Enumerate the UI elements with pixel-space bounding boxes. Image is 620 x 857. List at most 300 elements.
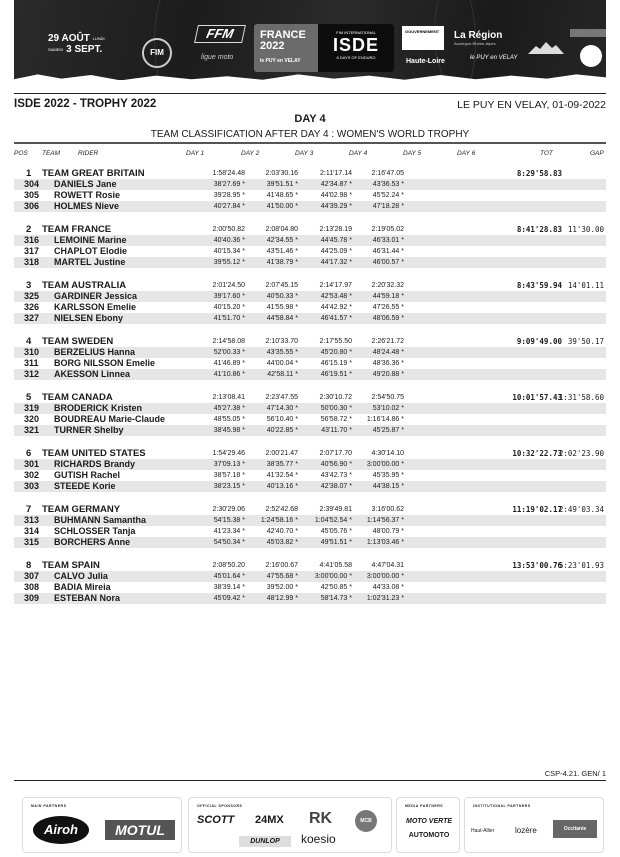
rider-row <box>14 291 606 302</box>
official-sponsors-label: OFFICIAL SPONSORS <box>197 804 243 808</box>
rider-day2-time: 44'58.84 * <box>266 315 298 322</box>
rider-bib: 308 <box>24 582 40 592</box>
team-row <box>14 336 606 347</box>
rider-row <box>14 257 606 268</box>
ligue-moto-logo: ligue moto <box>201 54 234 61</box>
rider-row <box>14 403 606 414</box>
rider-day2-time: 56'10.40 * <box>266 416 298 423</box>
rider-row <box>14 526 606 537</box>
rider-day2-time: 43'35.55 * <box>266 349 298 356</box>
team-gap: 5:23'01.93 <box>558 561 604 570</box>
moto-verte-logo: MOTO VERTE <box>405 818 453 825</box>
team-name: TEAM FRANCE <box>42 224 112 235</box>
team-day2-time: 2:08'04.80 <box>265 226 298 233</box>
team-total-time: 13:53'00.76 <box>512 561 562 570</box>
team-group <box>14 448 606 492</box>
rider-day1-time: 37'09.13 * <box>213 461 245 468</box>
rider-day4-time: 1:02'31.23 * <box>366 595 404 602</box>
rider-bib: 315 <box>24 537 40 547</box>
team-total-time: 8:29'58.83 <box>516 169 562 178</box>
date-end: 3 SEPT. <box>66 44 103 56</box>
rider-day2-time: 40'50.33 * <box>266 293 298 300</box>
rider-day3-time: 44'45.78 * <box>320 237 352 244</box>
rider-day1-time: 40'27.84 * <box>213 203 245 210</box>
isde-france-block <box>254 24 318 72</box>
team-day2-time: 2:07'45.15 <box>265 282 298 289</box>
date-end-weekday: SAMEDI <box>48 47 64 53</box>
isde-france-text: FRANCE 2022 <box>260 29 306 52</box>
rider-row <box>14 347 606 358</box>
team-day3-time: 2:13'28.19 <box>319 226 352 233</box>
rider-day3-time: 1:04'52.54 * <box>314 517 352 524</box>
team-name: TEAM CANADA <box>42 392 113 403</box>
rider-day2-time: 40'22.85 * <box>266 427 298 434</box>
team-total-time: 10:32'22.73 <box>512 449 562 458</box>
rider-name: BORCHERS Anne <box>54 537 131 547</box>
rider-bib: 309 <box>24 593 40 603</box>
rider-row <box>14 246 606 257</box>
team-row <box>14 560 606 571</box>
mcb-logo: MCB <box>355 810 377 832</box>
rider-bib: 321 <box>24 425 40 435</box>
team-gap: 11'30.00 <box>567 225 604 234</box>
rider-name: BUHMANN Samantha <box>54 515 147 525</box>
rider-name: KARLSSON Emelie <box>54 302 137 312</box>
team-group <box>14 336 606 380</box>
rider-day4-time: 49'20.88 * <box>372 371 404 378</box>
team-day4-time: 4:30'14.10 <box>371 450 404 457</box>
team-day2-time: 2:16'00.67 <box>265 562 298 569</box>
rk-logo: RK <box>309 810 333 827</box>
team-day1-time: 1:58'24.48 <box>212 170 245 177</box>
col-gap: GAP <box>590 150 604 157</box>
rider-day1-time: 41'23.34 * <box>213 528 245 535</box>
gouvernement-logo: GOUVERNEMENT <box>402 26 444 50</box>
rider-day1-time: 45'09.42 * <box>213 595 245 602</box>
team-group <box>14 504 606 548</box>
rider-row <box>14 515 606 526</box>
team-day3-time: 2:07'17.70 <box>319 450 352 457</box>
team-day2-time: 2:03'30.16 <box>265 170 298 177</box>
rider-row <box>14 571 606 582</box>
team-position: 5 <box>26 392 32 403</box>
rider-day2-time: 43'51.46 * <box>266 248 298 255</box>
rider-day2-time: 44'00.04 * <box>266 360 298 367</box>
rider-day1-time: 39'28.95 * <box>213 192 245 199</box>
rider-day1-time: 39'55.12 * <box>213 259 245 266</box>
rider-day4-time: 48'06.59 * <box>372 315 404 322</box>
24mx-logo: 24MX <box>255 814 284 826</box>
rider-day4-time: 48'00.79 * <box>372 528 404 535</box>
rider-name: TURNER Shelby <box>54 425 124 435</box>
rider-row <box>14 358 606 369</box>
team-row <box>14 504 606 515</box>
rider-name: BRODERICK Kristen <box>54 403 143 413</box>
col-day2: DAY 2 <box>241 150 260 157</box>
team-gap: 14'01.11 <box>567 281 604 290</box>
rider-day2-time: 42'40.70 * <box>266 528 298 535</box>
rider-bib: 312 <box>24 369 40 379</box>
team-group <box>14 392 606 436</box>
team-group <box>14 280 606 324</box>
rider-bib: 301 <box>24 459 40 469</box>
team-total-time: 11:19'02.17 <box>512 505 562 514</box>
occitanie-logo: Occitanie <box>553 820 597 838</box>
rider-day4-time: 1:16'14.86 * <box>366 416 404 423</box>
team-position: 1 <box>26 168 32 179</box>
team-day1-time: 2:14'58.08 <box>212 338 245 345</box>
rider-day2-time: 41'55.98 * <box>266 304 298 311</box>
rider-row <box>14 470 606 481</box>
team-day1-time: 1:54'29.46 <box>212 450 245 457</box>
rider-day3-time: 44'02.98 * <box>320 192 352 199</box>
rider-day4-time: 3:00'00.00 * <box>366 461 404 468</box>
rider-day4-time: 46'31.44 * <box>372 248 404 255</box>
rider-bib: 319 <box>24 403 40 413</box>
team-total-time: 10:01'57.43 <box>512 393 562 402</box>
team-day3-time: 4:41'05.58 <box>319 562 352 569</box>
rider-day2-time: 1:24'58.16 * <box>260 517 298 524</box>
rider-day1-time: 41'51.70 * <box>213 315 245 322</box>
team-row <box>14 224 606 235</box>
team-day2-time: 2:52'42.68 <box>265 506 298 513</box>
rider-bib: 311 <box>24 358 39 368</box>
rider-day3-time: 43'11.70 * <box>321 427 352 434</box>
team-day3-time: 2:17'55.50 <box>319 338 352 345</box>
rider-day3-time: 44'39.29 * <box>320 203 352 210</box>
institutional-partners-label: INSTITUTIONAL PARTNERS <box>473 804 531 808</box>
media-partners-box <box>396 797 460 853</box>
event-title: ISDE 2022 - TROPHY 2022 <box>14 98 157 110</box>
team-position: 3 <box>26 280 32 291</box>
rider-bib: 326 <box>24 302 40 312</box>
rider-name: SCHLOSSER Tanja <box>54 526 136 536</box>
rider-bib: 327 <box>24 313 40 323</box>
rider-name: DANIELS Jane <box>54 179 117 189</box>
rider-bib: 302 <box>24 470 40 480</box>
rider-bib: 316 <box>24 235 40 245</box>
rider-day4-time: 1:13'03.46 * <box>366 539 404 546</box>
haut-allier-logo: Haut-Allier <box>471 828 495 834</box>
rider-bib: 305 <box>24 190 40 200</box>
rider-day4-time: 44'33.08 * <box>372 584 404 591</box>
rider-day2-time: 40'13.16 * <box>266 483 298 490</box>
sport-logo <box>570 29 606 37</box>
rider-name: STEEDE Korie <box>54 481 116 491</box>
rider-day4-time: 45'52.24 * <box>372 192 404 199</box>
team-name: TEAM UNITED STATES <box>42 448 146 459</box>
col-rider: RIDER <box>78 150 99 157</box>
team-day4-time: 3:16'00.62 <box>371 506 404 513</box>
team-name: TEAM GERMANY <box>42 504 121 515</box>
rider-day4-time: 48'36.36 * <box>372 360 404 367</box>
team-day3-time: 2:14'17.97 <box>319 282 352 289</box>
team-total-time: 8:41'28.83 <box>516 225 562 234</box>
team-group <box>14 560 606 604</box>
team-day2-time: 2:00'21.47 <box>265 450 298 457</box>
region-name: La Région <box>454 30 503 41</box>
rider-day4-time: 53'10.02 * <box>372 405 404 412</box>
rider-day2-time: 42'58.11 * <box>267 371 298 378</box>
col-day3: DAY 3 <box>295 150 314 157</box>
ffm-logo: FFM <box>194 25 246 43</box>
rider-day3-time: 44'25.09 * <box>320 248 352 255</box>
event-banner <box>14 0 606 80</box>
date-start-weekday: LUNDI <box>92 36 105 41</box>
team-position: 7 <box>26 504 32 515</box>
team-day4-time: 2:26'21.72 <box>371 338 404 345</box>
col-tot: TOT <box>540 150 553 157</box>
rider-bib: 310 <box>24 347 40 357</box>
rider-name: BERZELIUS Hanna <box>54 347 136 357</box>
rider-day2-time: 42'34.55 * <box>266 237 298 244</box>
puy-logo: le PUY en VELAY <box>470 55 518 61</box>
dunlop-logo: DUNLOP <box>239 836 291 847</box>
rider-day1-time: 38'57.18 * <box>213 472 245 479</box>
team-day1-time: 2:01'24.50 <box>212 282 245 289</box>
team-position: 6 <box>26 448 32 459</box>
team-group <box>14 168 606 212</box>
rider-day3-time: 42'50.85 * <box>320 584 352 591</box>
team-day4-time: 4:47'04.31 <box>371 562 404 569</box>
team-day4-time: 2:20'32.32 <box>371 282 404 289</box>
region-logo <box>454 30 502 46</box>
team-total-time: 9:09'49.00 <box>516 337 562 346</box>
rider-day2-time: 39'52.00 * <box>266 584 298 591</box>
rider-day4-time: 46'00.57 * <box>372 259 404 266</box>
header-rule <box>14 93 606 94</box>
isde-main-block <box>318 24 394 72</box>
rider-day4-time: 44'38.15 * <box>372 483 404 490</box>
team-gap: 2:49'03.34 <box>558 505 604 514</box>
rider-day3-time: 43'42.73 * <box>320 472 352 479</box>
team-gap: 2:02'23.90 <box>558 449 604 458</box>
team-day1-time: 2:08'50.20 <box>212 562 245 569</box>
media-partners-label: MEDIA PARTNERS <box>405 804 444 808</box>
rider-row <box>14 302 606 313</box>
moto-club-mountain-logo <box>528 40 564 54</box>
rider-day4-time: 45'35.95 * <box>372 472 404 479</box>
event-dates <box>48 33 105 55</box>
col-day1: DAY 1 <box>186 150 205 157</box>
col-day6: DAY 6 <box>457 150 476 157</box>
rider-name: GUTISH Rachel <box>54 470 121 480</box>
haute-loire-logo: Haute-Loire <box>406 58 445 65</box>
rider-name: GARDINER Jessica <box>54 291 138 301</box>
rider-day2-time: 47'14.30 * <box>266 405 298 412</box>
rider-name: ROWETT Rosie <box>54 190 121 200</box>
day-title: DAY 4 <box>294 113 326 125</box>
rider-day2-time: 39'51.51 * <box>266 181 298 188</box>
rider-bib: 320 <box>24 414 40 424</box>
col-day5: DAY 5 <box>403 150 422 157</box>
team-day4-time: 2:19'05.02 <box>371 226 404 233</box>
rider-day4-time: 44'59.18 * <box>372 293 404 300</box>
rider-day1-time: 45'27.38 * <box>213 405 245 412</box>
rider-name: NIELSEN Ebony <box>54 313 124 323</box>
rider-bib: 307 <box>24 571 40 581</box>
rider-day3-time: 46'41.57 * <box>320 315 352 322</box>
rider-bib: 304 <box>24 179 40 189</box>
rider-name: BADIA Mireia <box>54 582 111 592</box>
rider-name: AKESSON Linnea <box>54 369 131 379</box>
rider-name: CHAPLOT Elodie <box>54 246 128 256</box>
rider-day1-time: 54'50.34 * <box>213 539 245 546</box>
club-badge-logo <box>580 45 602 67</box>
team-day3-time: 2:30'10.72 <box>319 394 352 401</box>
rider-bib: 317 <box>24 246 40 256</box>
rider-name: LEMOINE Marine <box>54 235 127 245</box>
rider-day3-time: 46'19.51 * <box>320 371 352 378</box>
team-position: 8 <box>26 560 32 571</box>
fim-logo: FIM <box>142 38 172 68</box>
rider-day4-time: 1:14'56.37 * <box>366 517 404 524</box>
rider-bib: 313 <box>24 515 40 525</box>
rider-name: BOUDREAU Marie-Claude <box>54 414 166 424</box>
team-day1-time: 2:13'08.41 <box>212 394 245 401</box>
team-position: 4 <box>26 336 32 347</box>
region-sub: Auvergne-Rhône-Alpes <box>454 41 496 46</box>
koesio-logo: koesio <box>301 832 336 846</box>
rider-row <box>14 313 606 324</box>
rider-day3-time: 45'05.76 * <box>320 528 352 535</box>
rider-day2-time: 41'38.79 * <box>266 259 298 266</box>
rider-day1-time: 40'15.20 * <box>213 304 245 311</box>
rider-day1-time: 38'39.14 * <box>213 584 245 591</box>
rider-row <box>14 201 606 212</box>
rider-day4-time: 43'36.53 * <box>372 181 404 188</box>
isde-main-text: ISDE <box>332 35 379 55</box>
isde-location-text: le PUY en VELAY <box>260 58 301 64</box>
rider-row <box>14 190 606 201</box>
rider-day3-time: 58'14.73 * <box>320 595 352 602</box>
rider-bib: 325 <box>24 291 40 301</box>
rider-day1-time: 54'15.38 * <box>213 517 245 524</box>
team-position: 2 <box>26 224 32 235</box>
team-day3-time: 2:39'49.81 <box>319 506 352 513</box>
rider-day3-time: 46'15.19 * <box>320 360 352 367</box>
motul-logo: MOTUL <box>105 820 175 840</box>
rider-day1-time: 38'23.15 * <box>213 483 245 490</box>
rider-day3-time: 56'58.72 * <box>320 416 352 423</box>
rider-day4-time: 46'33.01 * <box>372 237 404 244</box>
document-reference: CSP-4.21. GEN/ 1 <box>544 769 606 778</box>
lozere-logo: lozère <box>515 826 537 835</box>
rider-day1-time: 38'27.69 * <box>213 181 245 188</box>
team-row <box>14 280 606 291</box>
rider-day2-time: 45'03.82 * <box>266 539 298 546</box>
rider-day3-time: 49'51.51 * <box>320 539 352 546</box>
official-sponsors-box <box>188 797 392 853</box>
automoto-logo: AUTOMOTO <box>408 832 450 839</box>
team-day2-time: 2:23'47.55 <box>265 394 298 401</box>
team-row <box>14 168 606 179</box>
main-partners-label: MAIN PARTNERS <box>31 804 67 808</box>
rider-day1-time: 48'55.05 * <box>213 416 245 423</box>
rider-day3-time: 42'34.87 * <box>320 181 352 188</box>
rider-day3-time: 42'38.07 * <box>320 483 352 490</box>
rider-day3-time: 40'56.90 * <box>320 461 352 468</box>
rider-day3-time: 45'20.80 * <box>320 349 352 356</box>
institutional-partners-box <box>464 797 604 853</box>
rider-day4-time: 47'26.55 * <box>372 304 404 311</box>
airoh-logo: Airoh <box>33 816 89 844</box>
rider-day1-time: 39'17.60 * <box>213 293 245 300</box>
rider-bib: 306 <box>24 201 40 211</box>
team-day2-time: 2:10'33.70 <box>265 338 298 345</box>
col-team: TEAM <box>42 150 61 157</box>
team-gap: 1:31'58.60 <box>558 393 604 402</box>
rider-row <box>14 459 606 470</box>
rider-row <box>14 369 606 380</box>
rider-day1-time: 40'15.34 * <box>213 248 245 255</box>
rider-day4-time: 45'25.87 * <box>372 427 404 434</box>
team-day1-time: 2:30'29.06 <box>212 506 245 513</box>
main-partners-box <box>22 797 182 853</box>
rider-day1-time: 41'10.86 * <box>213 371 245 378</box>
date-start: 29 AOÛT <box>48 33 90 45</box>
team-day4-time: 2:16'47.05 <box>371 170 404 177</box>
rider-day3-time: 44'17.32 * <box>320 259 352 266</box>
rider-bib: 303 <box>24 481 40 491</box>
team-day4-time: 2:54'50.75 <box>371 394 404 401</box>
rider-day1-time: 45'01.64 * <box>213 573 245 580</box>
rider-day2-time: 41'48.65 * <box>266 192 298 199</box>
team-total-time: 8:43'59.94 <box>516 281 562 290</box>
rider-day2-time: 38'35.77 * <box>266 461 298 468</box>
rider-row <box>14 481 606 492</box>
rider-day4-time: 47'18.28 * <box>372 203 404 210</box>
rider-bib: 314 <box>24 526 40 536</box>
scott-logo: SCOTT <box>197 814 235 826</box>
rider-day4-time: 3:00'00.00 * <box>366 573 404 580</box>
team-gap: 39'50.17 <box>567 337 604 346</box>
results-table <box>14 168 606 616</box>
classification-title: TEAM CLASSIFICATION AFTER DAY 4 : WOMEN'S WORLD TROPHY <box>150 129 470 140</box>
team-group <box>14 224 606 268</box>
rider-day2-time: 41'32.54 * <box>266 472 298 479</box>
rider-row <box>14 414 606 425</box>
location-date: LE PUY EN VELAY, 01-09-2022 <box>457 99 606 111</box>
team-name: TEAM SWEDEN <box>42 336 114 347</box>
rider-row <box>14 593 606 604</box>
team-name: TEAM AUSTRALIA <box>42 280 127 291</box>
subheader-rule <box>14 142 606 144</box>
rider-day1-time: 38'45.98 * <box>213 427 245 434</box>
team-row <box>14 392 606 403</box>
rider-day2-time: 48'12.99 * <box>266 595 298 602</box>
rider-name: BORG NILSSON Emelie <box>54 358 156 368</box>
rider-row <box>14 582 606 593</box>
rider-day3-time: 3:00'00.00 * <box>314 573 352 580</box>
rider-day3-time: 42'53.48 * <box>320 293 352 300</box>
rider-day3-time: 50'00.30 * <box>320 405 352 412</box>
rider-name: HOLMES Nieve <box>54 201 120 211</box>
team-day1-time: 2:00'50.82 <box>212 226 245 233</box>
rider-row <box>14 425 606 436</box>
rider-name: MARTEL Justine <box>54 257 126 267</box>
rider-row <box>14 537 606 548</box>
rider-day1-time: 40'40.36 * <box>213 237 245 244</box>
rider-day1-time: 41'46.89 * <box>213 360 245 367</box>
rider-name: ESTEBAN Nora <box>54 593 121 603</box>
rider-name: CALVO Julia <box>54 571 108 581</box>
footer-rule <box>14 780 606 781</box>
isde-bottom-text: 6 DAYS OF ENDURO <box>336 55 376 60</box>
rider-day3-time: 44'42.92 * <box>320 304 352 311</box>
rider-bib: 318 <box>24 257 40 267</box>
team-name: TEAM SPAIN <box>42 560 100 571</box>
